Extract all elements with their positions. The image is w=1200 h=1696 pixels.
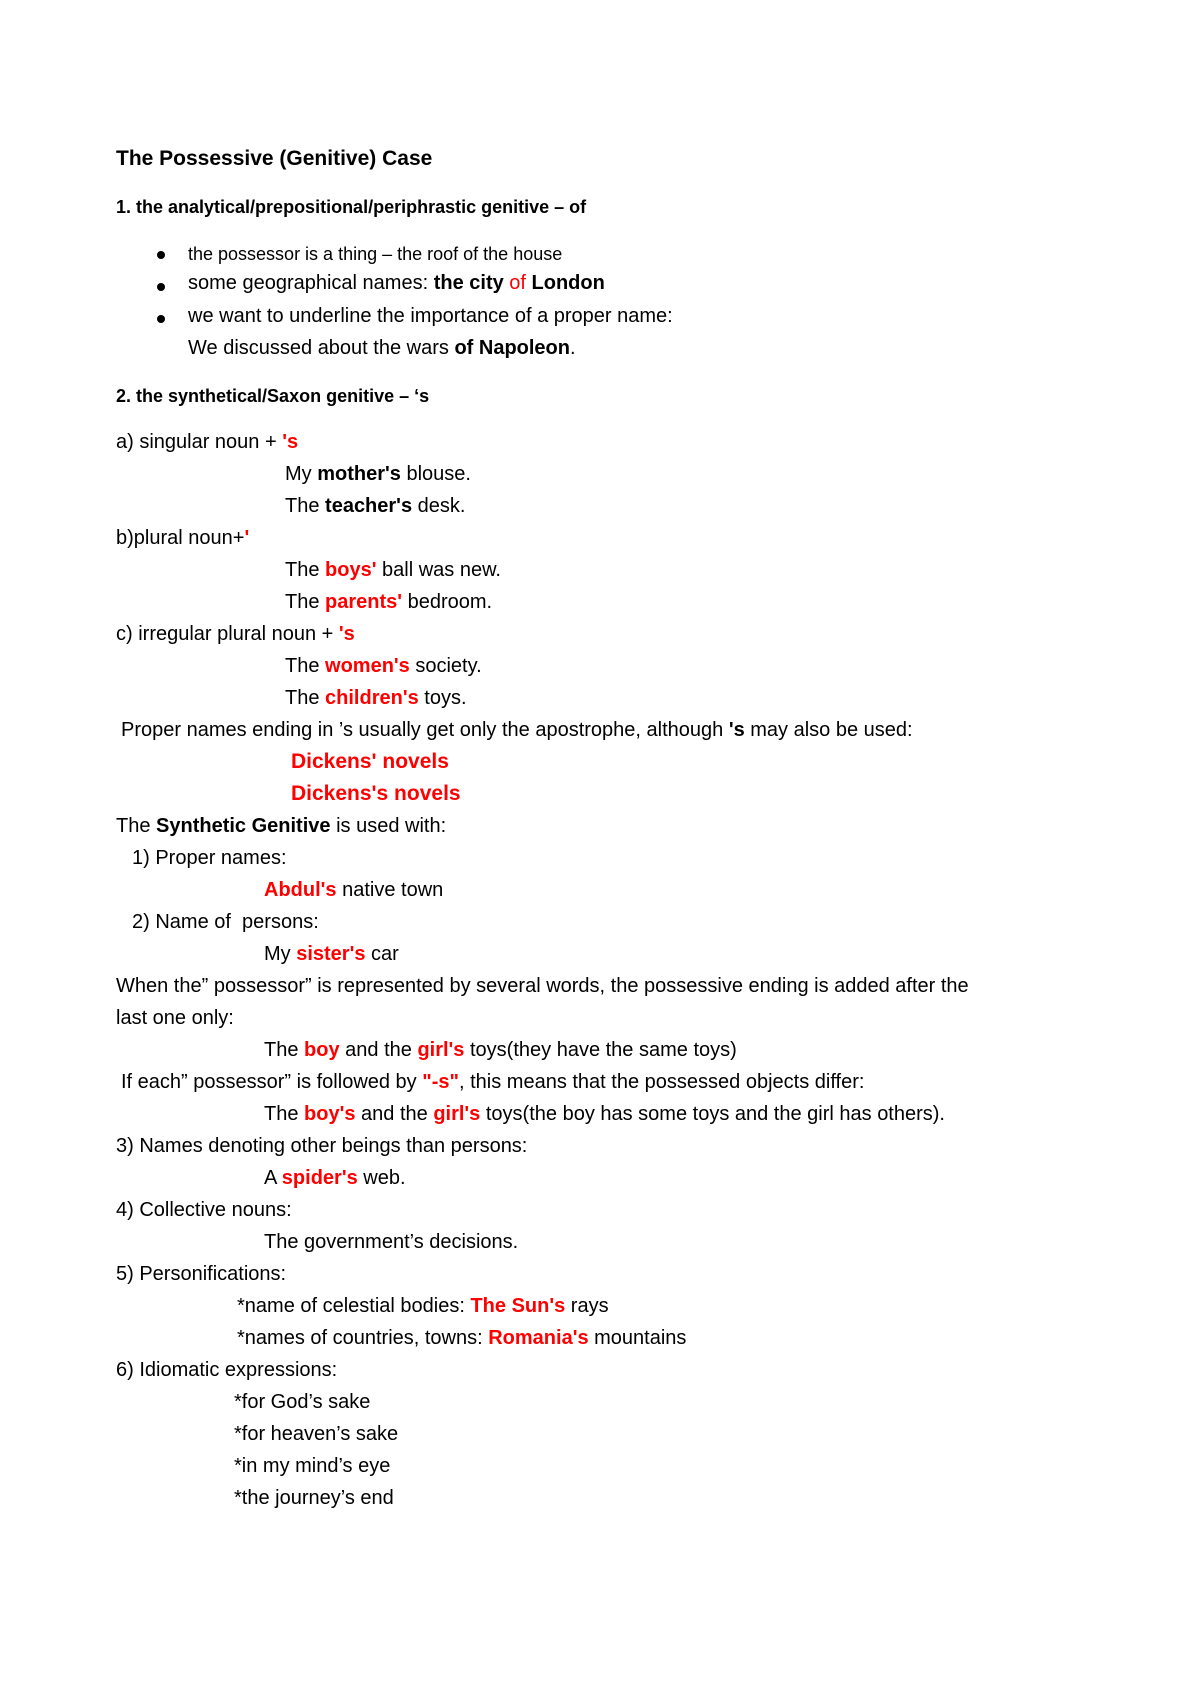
text-run: children's [325, 687, 419, 709]
text-run: Synthetic Genitive [156, 815, 331, 837]
text-run: some geographical names: [188, 272, 434, 294]
bullet-marker [157, 251, 165, 259]
example-line [264, 1229, 518, 1255]
text-run: a) singular noun + [116, 431, 283, 453]
text-run: mother's [317, 463, 401, 485]
text-run: . [569, 337, 576, 359]
text-run: *the journey’s end [234, 1487, 394, 1509]
text-run: The [285, 591, 326, 613]
text-run: 5) Personifications: [116, 1263, 287, 1285]
text-run: boy's [304, 1103, 356, 1125]
example-line [264, 941, 399, 967]
text-run: The [116, 815, 157, 837]
text-run: 1. the analytical/prepositional/periphrastic genitive – of [116, 197, 587, 217]
text-run: 's [338, 623, 355, 645]
note-line [116, 973, 969, 999]
list-item [116, 1261, 286, 1287]
text-run: we want to underline the importance of a proper name: [188, 305, 673, 327]
text-run: When the” possessor” is represented by several words, the possessive ending is added after the [116, 975, 969, 997]
rule-line [116, 429, 298, 455]
text-run: is used with: [330, 815, 447, 837]
text-run: teacher's [325, 495, 413, 517]
text-run: of [509, 272, 526, 294]
example-line [234, 1453, 390, 1479]
text-run: "-s" [422, 1071, 459, 1093]
bullet-marker [157, 315, 165, 323]
text-run: *names of countries, towns: [237, 1327, 489, 1349]
example-line [285, 493, 465, 519]
text-run: My [264, 943, 297, 965]
text-run: last one only: [116, 1007, 234, 1029]
text-run: A [264, 1167, 282, 1189]
text-run: girl's [417, 1039, 465, 1061]
bullet-item [188, 270, 605, 296]
text-run: 6) Idiomatic expressions: [116, 1359, 338, 1381]
bullet-item [188, 303, 673, 329]
text-run: Abdul's [264, 879, 337, 901]
example-line [234, 1389, 370, 1415]
text-run: women's [325, 655, 410, 677]
text-run: rays [565, 1295, 609, 1317]
list-item [132, 845, 287, 871]
example-line [285, 589, 492, 615]
text-run: toys(they have the same toys) [464, 1039, 737, 1061]
list-item [132, 909, 319, 935]
example-line [264, 877, 443, 903]
text-run: My [285, 463, 318, 485]
text-run: society. [409, 655, 482, 677]
text-run: *in my mind’s eye [234, 1455, 391, 1477]
text-run: The [285, 655, 326, 677]
text-run: *for God’s sake [234, 1391, 371, 1413]
text-run: web. [357, 1167, 406, 1189]
text-run: Proper names ending in ’s usually get only the apostrophe, although [121, 719, 729, 741]
example-line [285, 557, 501, 583]
example-line [234, 1421, 398, 1447]
text-run: of Napoleon [454, 337, 570, 359]
text-run: b)plural noun+ [116, 527, 245, 549]
section-heading-synthetic-genitive [116, 383, 429, 409]
text-run: We discussed about the wars [188, 337, 455, 359]
text-run: sister's [296, 943, 366, 965]
text-run: If each” possessor” is followed by [121, 1071, 423, 1093]
text-run: , this means that the possessed objects differ: [459, 1071, 865, 1093]
example-line [264, 1165, 406, 1191]
text-run: 's [728, 719, 745, 741]
text-run: The government’s decisions. [264, 1231, 519, 1253]
text-run: 2) Name of persons: [132, 911, 319, 933]
example-line [285, 685, 467, 711]
text-run: girl's [433, 1103, 481, 1125]
text-run: *name of celestial bodies: [237, 1295, 471, 1317]
text-run: mountains [588, 1327, 687, 1349]
text-run: and the [339, 1039, 418, 1061]
text-run: car [365, 943, 399, 965]
text-run: native town [336, 879, 444, 901]
example-line [264, 1037, 737, 1063]
text-run: parents' [325, 591, 403, 613]
list-item [116, 1133, 527, 1159]
text-run: Dickens' novels [291, 750, 449, 773]
text-run: toys. [418, 687, 467, 709]
text-run: London [525, 272, 605, 294]
text-run: blouse. [400, 463, 471, 485]
example-line [291, 749, 449, 775]
text-run: desk. [412, 495, 466, 517]
bullet-item [188, 241, 562, 267]
text-run: bedroom. [402, 591, 493, 613]
text-run: ball was new. [376, 559, 501, 581]
text-run: The Sun's [470, 1295, 566, 1317]
text-run: Dickens's novels [291, 782, 461, 805]
note-line [121, 717, 913, 743]
note-line [121, 1069, 864, 1095]
text-run: the possessor is a thing – the roof of the house [188, 244, 563, 264]
example-line [264, 1101, 945, 1127]
text-run: spider's [281, 1167, 358, 1189]
text-run: The [285, 559, 326, 581]
text-run: 4) Collective nouns: [116, 1199, 292, 1221]
text-run: 2. the synthetical/Saxon genitive – ‘s [116, 386, 430, 406]
list-item [116, 1357, 337, 1383]
text-run: The [285, 687, 326, 709]
list-item [116, 1197, 292, 1223]
rule-line [116, 525, 249, 551]
note-line [116, 1005, 234, 1031]
text-run: The [285, 495, 326, 517]
document-title: The Possessive (Genitive) Case [116, 147, 433, 170]
rule-line [116, 621, 355, 647]
example-line [285, 653, 482, 679]
bullet-marker [157, 283, 165, 291]
text-run: Romania's [488, 1327, 589, 1349]
text-run: 3) Names denoting other beings than persons: [116, 1135, 528, 1157]
rule-line [116, 813, 446, 839]
text-run: c) irregular plural noun + [116, 623, 339, 645]
example-line [188, 335, 576, 361]
example-line [285, 461, 471, 487]
example-line [291, 781, 461, 807]
example-line [237, 1293, 609, 1319]
text-run: boys' [325, 559, 377, 581]
text-run: ' [244, 527, 250, 549]
text-run: and the [355, 1103, 434, 1125]
text-run: 's [282, 431, 299, 453]
text-run: The [264, 1103, 305, 1125]
text-run: may also be used: [744, 719, 913, 741]
example-line [234, 1485, 394, 1511]
text-run: The [264, 1039, 305, 1061]
text-run: 1) Proper names: [132, 847, 287, 869]
text-run: the city [433, 272, 510, 294]
text-run: boy [304, 1039, 340, 1061]
text-run: *for heaven’s sake [234, 1423, 399, 1445]
section-heading-analytical-genitive [116, 194, 586, 220]
text-run: toys(the boy has some toys and the girl has others). [480, 1103, 945, 1125]
example-line [237, 1325, 686, 1351]
